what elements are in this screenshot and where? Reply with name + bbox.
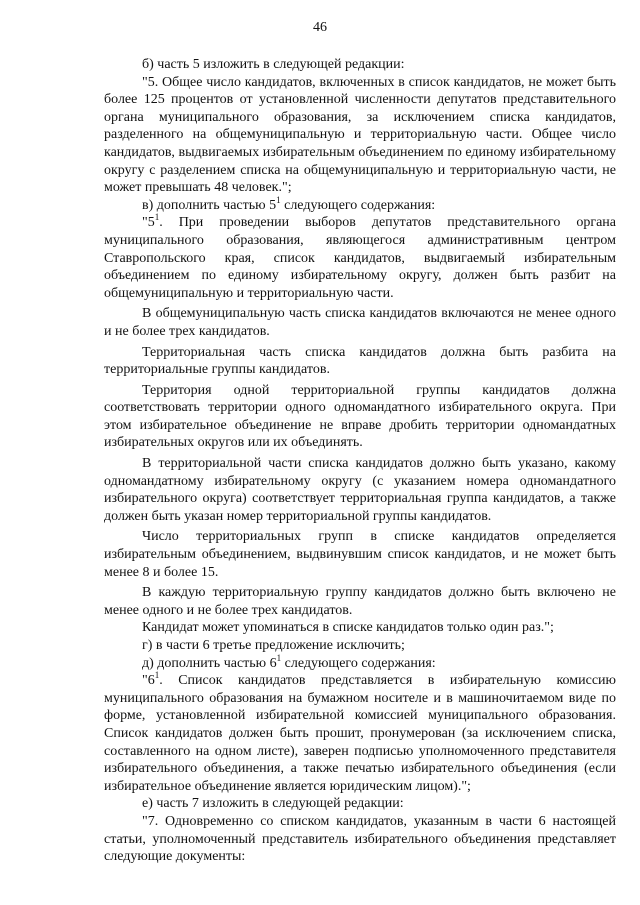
paragraph: е) часть 7 изложить в следующей редакции: — [142, 796, 404, 812]
paragraph: в) дополнить частью $5^1$ следующего содержания: — [142, 194, 436, 213]
paragraph: Число территориальных групп в списке кандидатов определяется избирательным объединением, выдвинувшим список кандидатов, и не может быть менее 8 и более 15. — [104, 529, 616, 580]
page-number: 46 — [313, 20, 327, 35]
paragraph: Территориальная часть списка кандидатов должна быть разбита на территориальные группы кандидатов. — [104, 344, 616, 378]
document-body — [104, 56, 616, 866]
paragraph: Кандидат может упоминаться в списке кандидатов только один раз."; — [142, 620, 554, 636]
paragraph: "$5^1$. При проведении выборов депутатов представительного органа муниципального образования, являющегося административным центром Ставропольского края, список кандидатов, выдвигаемый избирательным объединением по единому избирательному округу, должен быть разбит на общемуниципальную и территориальную части. — [104, 212, 616, 301]
paragraph: Территория одной территориальной группы кандидатов должна соответствовать территории одного одномандатного избирательного округа. При этом избирательное объединение не вправе дробить территории одномандатных избирательных округов или их объединять. — [104, 382, 616, 451]
paragraph: В общемуниципальную часть списка кандидатов включаются не менее одного и не более трех кандидатов. — [104, 306, 616, 339]
paragraph: д) дополнить частью $6^1$ следующего содержания: — [142, 652, 436, 671]
paragraph: В каждую территориальную группу кандидатов должно быть включено не менее одного и не более трех кандидатов. — [104, 585, 616, 618]
paragraph: "$6^1$. Список кандидатов представляется в избирательную комиссию муниципального образования на бумажном носителе и в машиночитаемом виде по форме, установленной избирательной комиссией муниципального образования. Список кандидатов должен быть прошит, пронумерован (за исключением списка, составленного на одном листе), заверен подписью уполномоченного представителя избирательного объединения, а также печатью избирательного объединения (если избирательное объединение является юридическим лицом)."; — [104, 670, 616, 794]
paragraph: "7. Одновременно со списком кандидатов, указанным в части 6 настоящей статьи, уполномоченный представитель избирательного объединения представляет следующие документы: — [104, 813, 616, 865]
paragraph: "5. Общее число кандидатов, включенных в список кандидатов, не может быть более 125 процентов от установленной численности депутатов представительного органа муниципального образования, за исключением списка кандидатов, разделенного на общемуниципальную и территориальную части. Общее число кандидатов, выдвигаемых избирательным объединением по единому избирательному округу с разделением списка на общемуниципальную и территориальную части, не может превышать 48 человек."; — [104, 74, 616, 196]
paragraph: б) часть 5 изложить в следующей редакции: — [142, 57, 405, 72]
paragraph: В территориальной части списка кандидатов должно быть указано, какому одномандатному избирательному округу (с указанием номера одномандатного избирательного округа) соответствует территориальная группа кандидатов, а также должен быть указан номер территориальной группы кандидатов. — [104, 456, 616, 524]
paragraph: г) в части 6 третье предложение исключить; — [142, 638, 405, 653]
